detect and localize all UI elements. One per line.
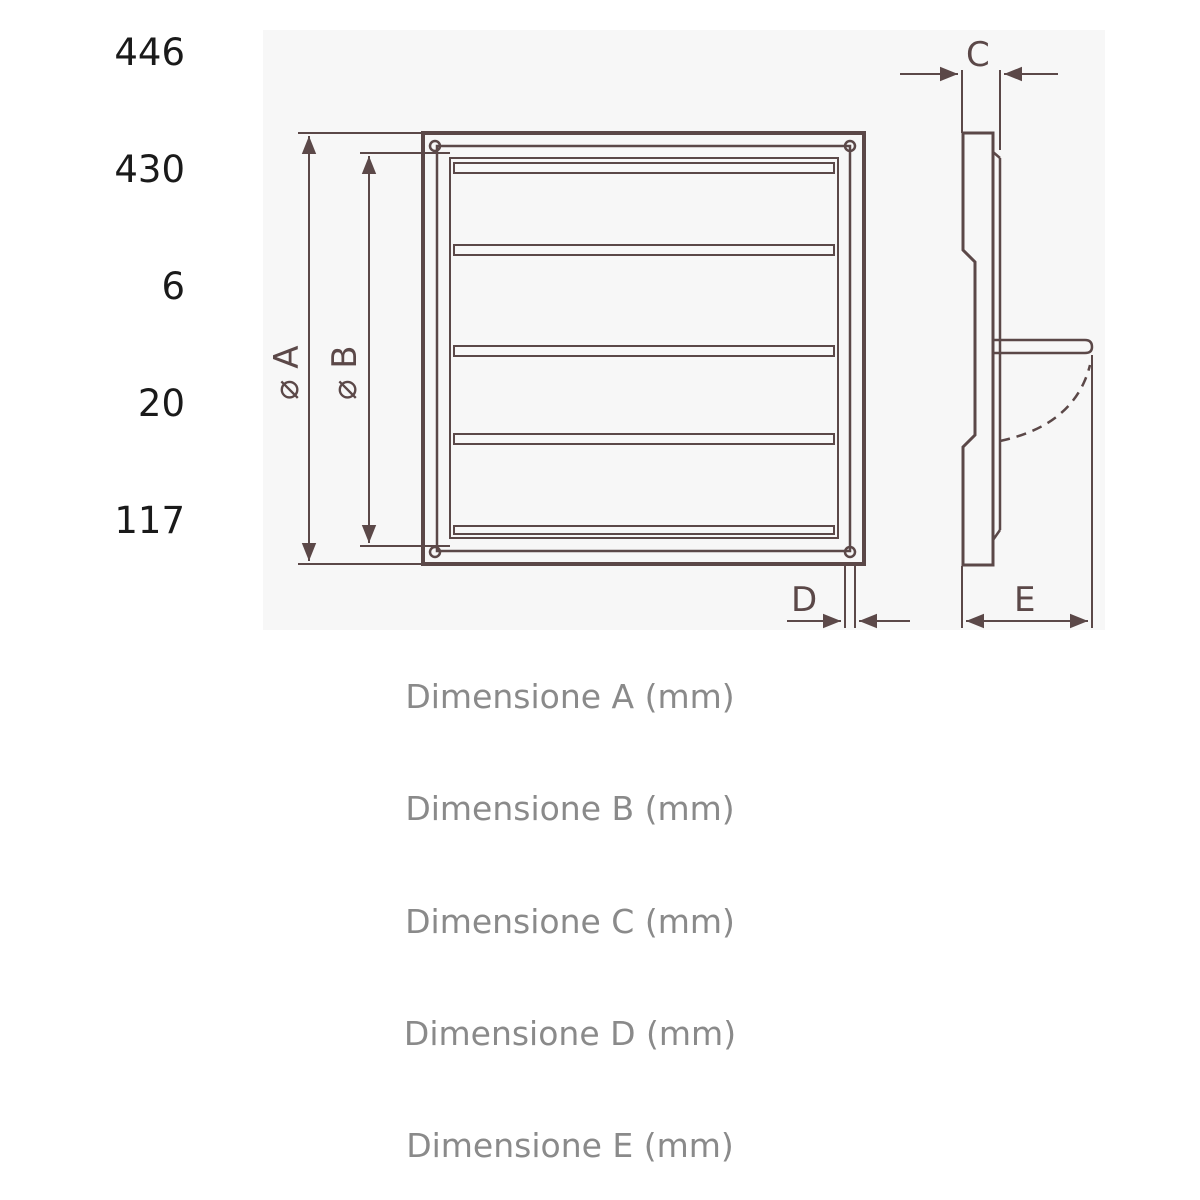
dimension-a-label: ⌀ A — [267, 345, 307, 400]
dimension-e-label: E — [1014, 580, 1036, 620]
dimension-a-value: 446 — [114, 31, 185, 74]
dimension-e-caption: Dimensione E (mm) — [406, 1126, 734, 1165]
dimension-c-label: C — [966, 35, 990, 75]
louver-slat — [454, 526, 834, 534]
dimension-b-label: ⌀ B — [325, 345, 365, 400]
dimension-c-caption: Dimensione C (mm) — [405, 902, 735, 941]
dimension-a-caption: Dimensione A (mm) — [405, 677, 735, 716]
outer-frame — [423, 133, 864, 564]
dimension-d-value: 20 — [137, 382, 185, 425]
shutter-technical-drawing — [263, 30, 1105, 630]
dimension-b-value: 430 — [114, 148, 185, 191]
dimension-b-caption: Dimensione B (mm) — [405, 789, 735, 828]
inner-frame — [437, 146, 850, 551]
dimension-d-label: D — [791, 580, 818, 620]
louver-slat — [454, 245, 834, 255]
dimension-c-value: 6 — [161, 265, 185, 308]
front-view — [423, 133, 864, 564]
dimension-c-line — [900, 70, 1058, 150]
louver-frame — [450, 158, 838, 538]
dimension-e-value: 117 — [114, 499, 185, 542]
louver-slat — [454, 163, 834, 173]
dimension-d-caption: Dimensione D (mm) — [403, 1014, 737, 1053]
louver-slat — [454, 346, 834, 356]
side-view — [963, 133, 1092, 565]
louver-slat — [454, 434, 834, 444]
drawing-svg — [263, 30, 1105, 630]
